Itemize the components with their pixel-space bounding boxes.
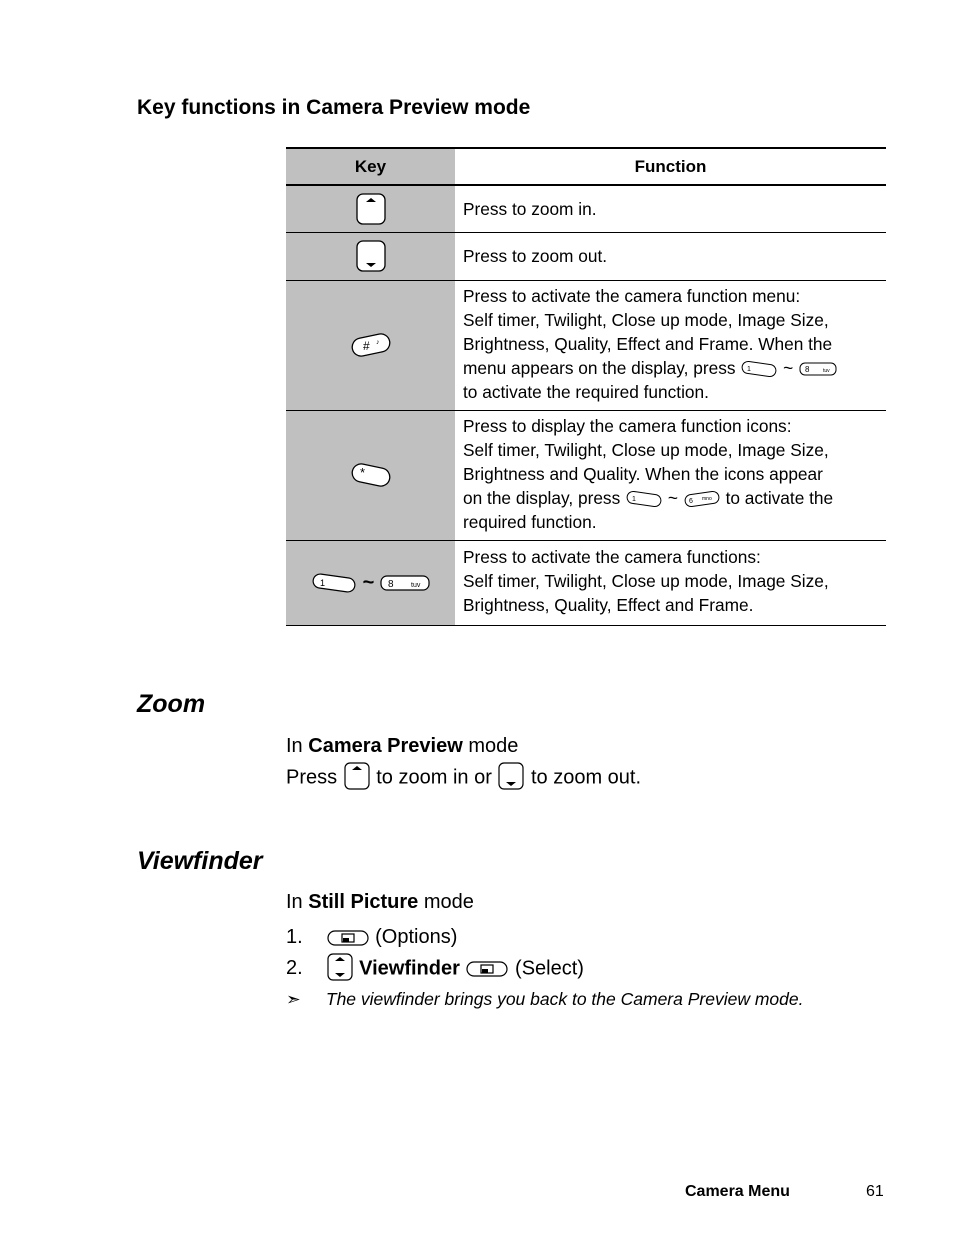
row-text: Press to activate the camera function menu: <box>463 285 801 306</box>
svg-text:tuv: tuv <box>410 581 421 589</box>
svg-text:1: 1 <box>320 577 326 588</box>
function-cell <box>455 232 886 280</box>
star-key-icon <box>350 462 392 488</box>
mode-name: Still Picture <box>308 891 419 913</box>
row-text: required function. <box>463 511 597 532</box>
row-text: Press to zoom out. <box>463 246 608 266</box>
footer-section-title: Camera Menu <box>685 1183 790 1200</box>
text-segment: In <box>286 891 303 913</box>
row-text: Press to activate the camera functions: <box>463 546 761 567</box>
column-header-key: Key <box>286 148 455 185</box>
nav-up-key-icon <box>343 761 371 791</box>
svg-text:tuv: tuv <box>823 367 830 374</box>
function-cell <box>455 540 886 625</box>
row-text <box>463 356 886 380</box>
text-segment: to zoom in or <box>376 766 492 789</box>
tilde-separator: ~ <box>783 357 794 378</box>
step-1 <box>286 925 457 949</box>
nav-up-key-icon <box>354 192 388 226</box>
key-cell <box>286 540 455 625</box>
row-text: Press to zoom in. <box>463 198 597 219</box>
step-number: 2. <box>286 957 303 980</box>
zoom-title: Zoom <box>137 690 206 718</box>
note-line <box>286 989 803 1010</box>
key-functions-table <box>286 147 886 626</box>
note-text: The viewfinder brings you back to the Camera Preview mode. <box>325 989 804 1009</box>
zoom-mode-line <box>286 734 518 758</box>
table-row <box>286 185 886 232</box>
table-row <box>286 540 886 625</box>
svg-text:1: 1 <box>632 495 636 503</box>
function-cell <box>455 280 886 410</box>
zoom-instruction <box>286 765 641 791</box>
row-text: Self timer, Twilight, Close up mode, Image Size, <box>463 570 829 591</box>
tilde-separator: ~ <box>667 487 678 508</box>
row-text: Brightness, Quality, Effect and Frame. When the <box>463 333 833 354</box>
row-text-segment: menu appears on the display, press <box>463 357 736 378</box>
nav-down-key-icon <box>497 761 525 791</box>
viewfinder-title: Viewfinder <box>137 847 263 875</box>
key-cell <box>286 410 455 540</box>
arrow-icon: ➣ <box>286 989 301 1009</box>
svg-text:*: * <box>359 465 365 480</box>
nav-down-key-icon <box>354 239 388 273</box>
softkey-icon <box>326 928 370 948</box>
key-1-icon <box>310 570 358 596</box>
svg-text:#: # <box>362 339 370 353</box>
step-number: 1. <box>286 926 303 948</box>
column-header-function: Function <box>455 148 886 185</box>
key-1-icon <box>625 490 663 508</box>
row-text: Self timer, Twilight, Close up mode, Image Size, <box>463 439 829 460</box>
row-text <box>463 486 886 510</box>
row-text: to activate the required function. <box>463 381 709 402</box>
row-text-segment: to activate the <box>725 487 834 508</box>
tilde-separator: ~ <box>362 571 375 593</box>
row-text: Self timer, Twilight, Close up mode, Image Size, <box>463 309 829 330</box>
key-1-icon <box>740 360 778 378</box>
section-heading: Key functions in Camera Preview mode <box>137 96 531 119</box>
menu-item-name: Viewfinder <box>359 957 460 980</box>
hash-key-icon <box>350 332 392 358</box>
svg-text:mno: mno <box>701 495 712 502</box>
mode-name: Camera Preview <box>308 735 463 757</box>
svg-text:1: 1 <box>747 365 752 373</box>
text-segment: Press <box>286 766 338 789</box>
function-cell <box>455 410 886 540</box>
svg-text:8: 8 <box>387 578 394 590</box>
row-text: Press to display the camera function icons: <box>463 415 792 436</box>
nav-up-down-key-icon <box>326 952 354 982</box>
page-number: 61 <box>866 1183 884 1200</box>
svg-text:8: 8 <box>805 364 810 374</box>
text-segment: In <box>286 735 303 757</box>
svg-text:♪: ♪ <box>375 339 379 346</box>
key-cell <box>286 185 455 232</box>
table-row <box>286 410 886 540</box>
text-segment: mode <box>468 735 519 757</box>
key-8-icon <box>798 360 838 378</box>
key-cell <box>286 280 455 410</box>
key-6-icon <box>683 490 721 508</box>
viewfinder-mode-line <box>286 890 474 914</box>
key-8-icon <box>379 572 431 594</box>
row-text: Brightness and Quality. When the icons appear <box>463 463 823 484</box>
text-segment: mode <box>423 891 474 913</box>
table-row <box>286 280 886 410</box>
text-segment: to zoom out. <box>530 766 642 789</box>
text-segment: (Select) <box>515 957 584 980</box>
row-text-segment: on the display, press <box>463 487 621 508</box>
text-segment: (Options) <box>375 926 458 948</box>
step-2 <box>286 956 584 982</box>
key-cell <box>286 232 455 280</box>
table-row <box>286 232 886 280</box>
svg-text:6: 6 <box>688 497 693 505</box>
function-cell <box>455 185 886 232</box>
row-text: Brightness, Quality, Effect and Frame. <box>463 594 754 615</box>
softkey-icon <box>465 959 509 979</box>
